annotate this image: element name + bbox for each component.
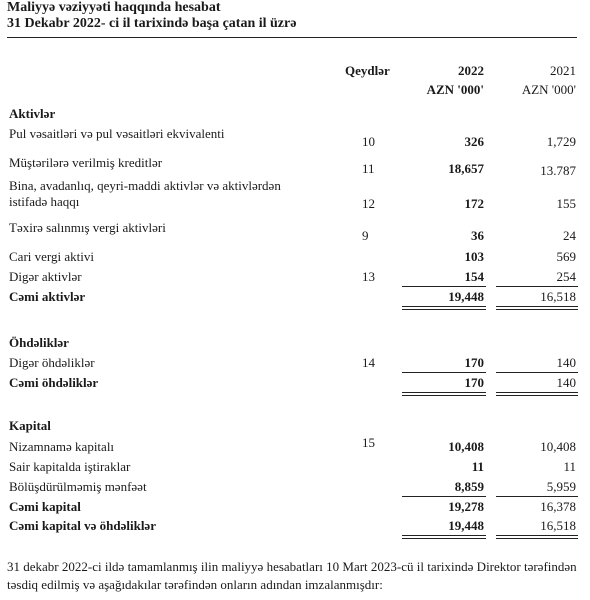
row-label: Digər aktivlər [9, 269, 82, 284]
row-value-2022: 172 [464, 196, 484, 211]
row-value-2022: 19,448 [448, 518, 484, 533]
row-label: Bölüşdürülməmiş mənfəət [9, 479, 147, 494]
row-label: Cəmi aktivlər [9, 289, 86, 304]
row-value-2021: 13.787 [540, 163, 576, 178]
statement-title-line1: Maliyyə vəziyyəti haqqında hesabat [7, 0, 221, 15]
row-value-2022: 19,278 [448, 499, 484, 514]
row-value-2021: 140 [556, 355, 576, 370]
row-value-2021: 16,378 [540, 499, 576, 514]
row-label-line1: Bina, avadanlıq, qeyri-maddi aktivlər və aktivlərdən [9, 178, 281, 193]
row-value-2021: 10,408 [540, 439, 576, 454]
assets-section-heading: Aktivlər [9, 106, 56, 121]
row-label: Cari vergi aktivi [9, 249, 94, 264]
row-label: Təxirə salınmış vergi aktivləri [9, 220, 166, 235]
row-value-2022: 8,859 [454, 479, 484, 494]
row-label: Pul vəsaitləri və pul vəsaitləri ekvivalenti [9, 126, 225, 141]
row-value-2022: 154 [464, 269, 484, 284]
row-note: 9 [362, 228, 369, 243]
total-double-rule-2022-a [402, 392, 486, 393]
capital-section-heading: Kapital [9, 418, 51, 433]
unit-2021-header: AZN '000' [521, 82, 576, 97]
row-value-2022: 170 [464, 355, 484, 370]
row-value-2021: 24 [563, 228, 576, 243]
total-double-rule-2021-b [496, 309, 578, 310]
row-label-line2: istifadə haqqı [9, 194, 80, 209]
title-underline [7, 37, 577, 38]
total-double-rule-2022-b [402, 538, 486, 539]
row-value-2021: 569 [556, 249, 576, 264]
row-label: Cəmi kapital [9, 499, 81, 514]
notes-column-header: Qeydlər [345, 63, 390, 78]
row-value-2022: 170 [464, 375, 484, 390]
row-value-2022: 103 [464, 249, 484, 264]
total-double-rule-2022-b [402, 395, 486, 396]
row-note: 14 [362, 355, 375, 370]
subtotal-rule-2022 [402, 496, 486, 497]
unit-2022-header: AZN '000' [426, 82, 484, 97]
row-label: Cəmi öhdəliklər [9, 375, 99, 390]
row-value-2021: 5,959 [546, 479, 576, 494]
row-value-2021: 1,729 [546, 134, 576, 149]
row-value-2021: 254 [556, 269, 576, 284]
liabilities-section-heading: Öhdəliklər [9, 335, 69, 350]
total-double-rule-2021-a [496, 535, 578, 536]
row-label: Müştərilərə verilmiş kreditlər [9, 155, 163, 170]
total-double-rule-2022-a [402, 535, 486, 536]
total-double-rule-2021-b [496, 538, 578, 539]
row-label: Nizamnamə kapitalı [9, 439, 115, 454]
total-double-rule-2021-a [496, 392, 578, 393]
row-value-2021: 155 [556, 196, 576, 211]
row-note: 12 [362, 196, 375, 211]
subtotal-rule-2022 [402, 372, 486, 373]
row-value-2022: 18,657 [448, 161, 484, 176]
approval-footnote: 31 dekabr 2022-ci ildə tamamlanmış ilin maliyyə hesabatları 10 Mart 2023-cü il tarixində Direktor tərəfindən təsdiq edilmiş və aşağıdakılar tərəfindən onların adından imzalanmışdır: [7, 559, 577, 592]
row-value-2021: 16,518 [540, 518, 576, 533]
row-label: Sair kapitalda iştiraklar [9, 459, 131, 474]
row-note: 11 [362, 161, 375, 176]
row-value-2021: 140 [556, 375, 576, 390]
row-value-2022: 19,448 [448, 289, 484, 304]
subtotal-rule-2021 [496, 496, 578, 497]
row-value-2022: 11 [471, 459, 484, 474]
row-value-2022: 326 [464, 134, 484, 149]
row-label: Cəmi kapital və öhdəliklər [9, 518, 156, 533]
total-double-rule-2021-b [496, 395, 578, 396]
row-note: 13 [362, 269, 375, 284]
row-value-2022: 10,408 [448, 439, 484, 454]
row-label: Digər öhdəliklər [9, 355, 95, 370]
year-2022-header: 2022 [458, 63, 484, 78]
subtotal-rule-2021 [496, 286, 578, 287]
subtotal-rule-2021 [496, 372, 578, 373]
row-note: 10 [362, 134, 375, 149]
year-2021-header: 2021 [550, 63, 576, 78]
subtotal-rule-2022 [402, 286, 486, 287]
statement-title-line2: 31 Dekabr 2022- ci il tarixində başa çatan il üzrə [7, 16, 297, 31]
row-value-2022: 36 [471, 228, 484, 243]
row-value-2021: 11 [563, 459, 576, 474]
total-double-rule-2022-a [402, 306, 486, 307]
total-double-rule-2021-a [496, 306, 578, 307]
row-note: 15 [362, 435, 375, 450]
row-value-2021: 16,518 [540, 289, 576, 304]
total-double-rule-2022-b [402, 309, 486, 310]
